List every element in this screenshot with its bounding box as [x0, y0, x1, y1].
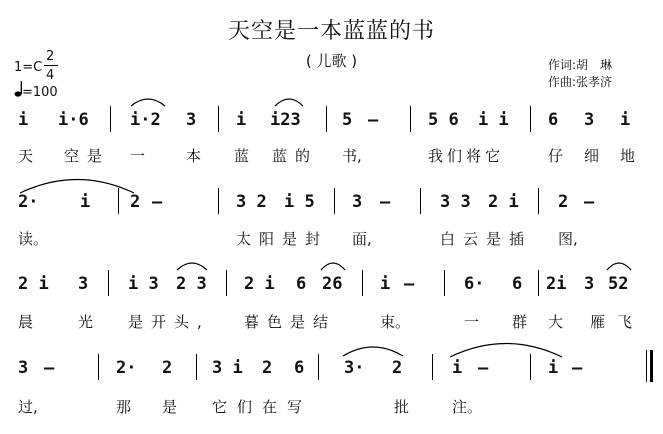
barline — [110, 106, 111, 132]
slur — [604, 258, 634, 272]
tempo-marking: =100 — [22, 85, 58, 100]
composer-credit: 作曲:张孝济 — [548, 75, 613, 89]
barline — [410, 106, 411, 132]
note-r4-4: 2 — [162, 358, 173, 378]
note-r1-6: i23 — [270, 110, 301, 130]
note-r4-10: i — [452, 358, 463, 378]
note-r4-8: 3· — [344, 358, 365, 378]
slur — [340, 342, 406, 358]
slur — [272, 94, 306, 108]
lyric-r1-7: 书, — [342, 147, 362, 165]
note-r3-2: 3 — [78, 274, 89, 294]
note-r1-5: i — [236, 110, 247, 130]
lyric-r2-5: 图, — [558, 230, 578, 248]
note-r2-12: – — [584, 192, 595, 212]
barline — [196, 354, 197, 380]
note-r3-14: 52 — [608, 274, 629, 294]
note-r4-1: 3 — [18, 358, 29, 378]
lyric-r1-5: 蓝 — [234, 147, 250, 165]
barline — [98, 354, 99, 380]
note-r3-9: – — [404, 274, 415, 294]
note-r3-6: 6 — [296, 274, 307, 294]
lyric-r4-4: 它们在写 — [212, 398, 313, 416]
barline — [318, 354, 319, 380]
slur — [174, 258, 210, 272]
lyric-r1-8: 我们将它 — [428, 147, 505, 165]
note-r2-2: i — [80, 192, 91, 212]
tie — [16, 174, 138, 196]
note-r4-7: 6 — [294, 358, 305, 378]
note-r4-2: – — [44, 358, 55, 378]
note-r1-3: i·2 — [130, 110, 161, 130]
note-r4-9: 2 — [392, 358, 403, 378]
barline — [538, 188, 539, 214]
song-title: 天空是一本蓝蓝的书 — [227, 19, 435, 44]
note-r3-1: 2 i — [18, 274, 49, 294]
lyric-r2-3: 面, — [352, 230, 372, 248]
note-r2-10: 2 i — [488, 192, 519, 212]
slur — [318, 258, 348, 272]
note-r2-4: – — [152, 192, 163, 212]
lyric-r4-2: 那 — [116, 398, 132, 416]
lyric-r3-8: 大 — [548, 313, 564, 331]
note-r1-2: i·6 — [58, 110, 89, 130]
note-r3-8: i — [380, 274, 391, 294]
lyric-r1-11: 地 — [620, 147, 636, 165]
lyric-r3-1: 晨 — [18, 313, 34, 331]
lyric-r3-3: 是开头, — [128, 313, 210, 331]
lyric-r2-2: 太阳是封 — [236, 230, 329, 248]
lyric-r3-4: 暮色是结 — [244, 313, 337, 331]
note-r3-3: i 3 — [128, 274, 159, 294]
note-r4-12: i — [548, 358, 559, 378]
lyric-r1-3: 一 — [130, 147, 146, 165]
barline — [226, 270, 227, 296]
lyric-r3-9: 雁飞 — [590, 313, 645, 331]
note-r2-7: 3 — [352, 192, 363, 212]
barline — [432, 354, 433, 380]
note-r1-4: 3 — [186, 110, 197, 130]
lyric-r1-2: 空是 — [64, 147, 111, 165]
time-signature-bottom: 4 — [46, 68, 55, 83]
note-r1-7: 5 — [342, 110, 353, 130]
note-r1-10: i i — [478, 110, 509, 130]
barline — [326, 106, 327, 132]
lyric-r1-1: 天 — [18, 147, 34, 165]
barline — [538, 270, 539, 296]
lyric-r4-6: 注。 — [452, 398, 483, 416]
note-r4-6: 2 — [262, 358, 273, 378]
time-signature-top: 2 — [46, 49, 55, 64]
note-r2-8: – — [380, 192, 391, 212]
note-r4-11: – — [478, 358, 489, 378]
lyric-r2-4: 白云是插 — [440, 230, 533, 248]
lyric-r2-1: 读。 — [18, 230, 49, 248]
note-r1-1: i — [18, 110, 29, 130]
lyricist-credit: 作词:胡 琳 — [548, 58, 613, 72]
note-r4-3: 2· — [116, 358, 137, 378]
key-signature: 1=C — [14, 60, 43, 75]
note-r4-5: 3 i — [212, 358, 243, 378]
barline — [362, 270, 363, 296]
barline — [108, 270, 109, 296]
note-r1-9: 5 6 — [428, 110, 459, 130]
note-r4-13: – — [572, 358, 583, 378]
lyric-r4-5: 批 — [394, 398, 410, 416]
final-barline-thin — [646, 350, 647, 382]
lyric-r1-6: 蓝的 — [272, 147, 319, 165]
note-r3-13: 3 — [584, 274, 595, 294]
note-r2-3: 2 — [130, 192, 141, 212]
lyric-r3-2: 光 — [78, 313, 94, 331]
note-r1-13: i — [620, 110, 631, 130]
note-r3-4: 2 3 — [176, 274, 207, 294]
barline — [218, 188, 219, 214]
lyric-r1-4: 本 — [186, 147, 202, 165]
lyric-r3-7: 群 — [512, 313, 528, 331]
note-r2-5: 3 2 — [236, 192, 267, 212]
note-r1-11: 6 — [548, 110, 559, 130]
note-r1-8: – — [368, 110, 379, 130]
lyric-r1-9: 仔 — [548, 147, 564, 165]
barline — [444, 270, 445, 296]
lyric-r1-10: 细 — [584, 147, 600, 165]
barline — [530, 106, 531, 132]
lyric-r3-6: 一 — [464, 313, 480, 331]
barline — [334, 188, 335, 214]
slur — [128, 94, 168, 108]
note-r2-9: 3 3 — [440, 192, 471, 212]
note-r3-7: 26 — [322, 274, 343, 294]
note-r2-6: i 5 — [284, 192, 315, 212]
note-r3-10: 6· — [464, 274, 485, 294]
note-r3-12: 2i — [546, 274, 567, 294]
tie — [446, 338, 566, 360]
final-barline-thick — [650, 350, 653, 382]
song-subtitle: ( 儿歌 ) — [305, 52, 358, 70]
note-r3-5: 2 i — [244, 274, 275, 294]
note-r1-12: 3 — [584, 110, 595, 130]
lyric-r3-5: 束。 — [380, 313, 411, 331]
note-r2-1: 2· — [18, 192, 39, 212]
lyric-r4-3: 是 — [162, 398, 178, 416]
barline — [218, 106, 219, 132]
note-r3-11: 6 — [512, 274, 523, 294]
note-r2-11: 2 — [558, 192, 569, 212]
lyric-r4-1: 过, — [18, 398, 38, 416]
barline — [420, 188, 421, 214]
time-signature-line — [44, 65, 58, 66]
